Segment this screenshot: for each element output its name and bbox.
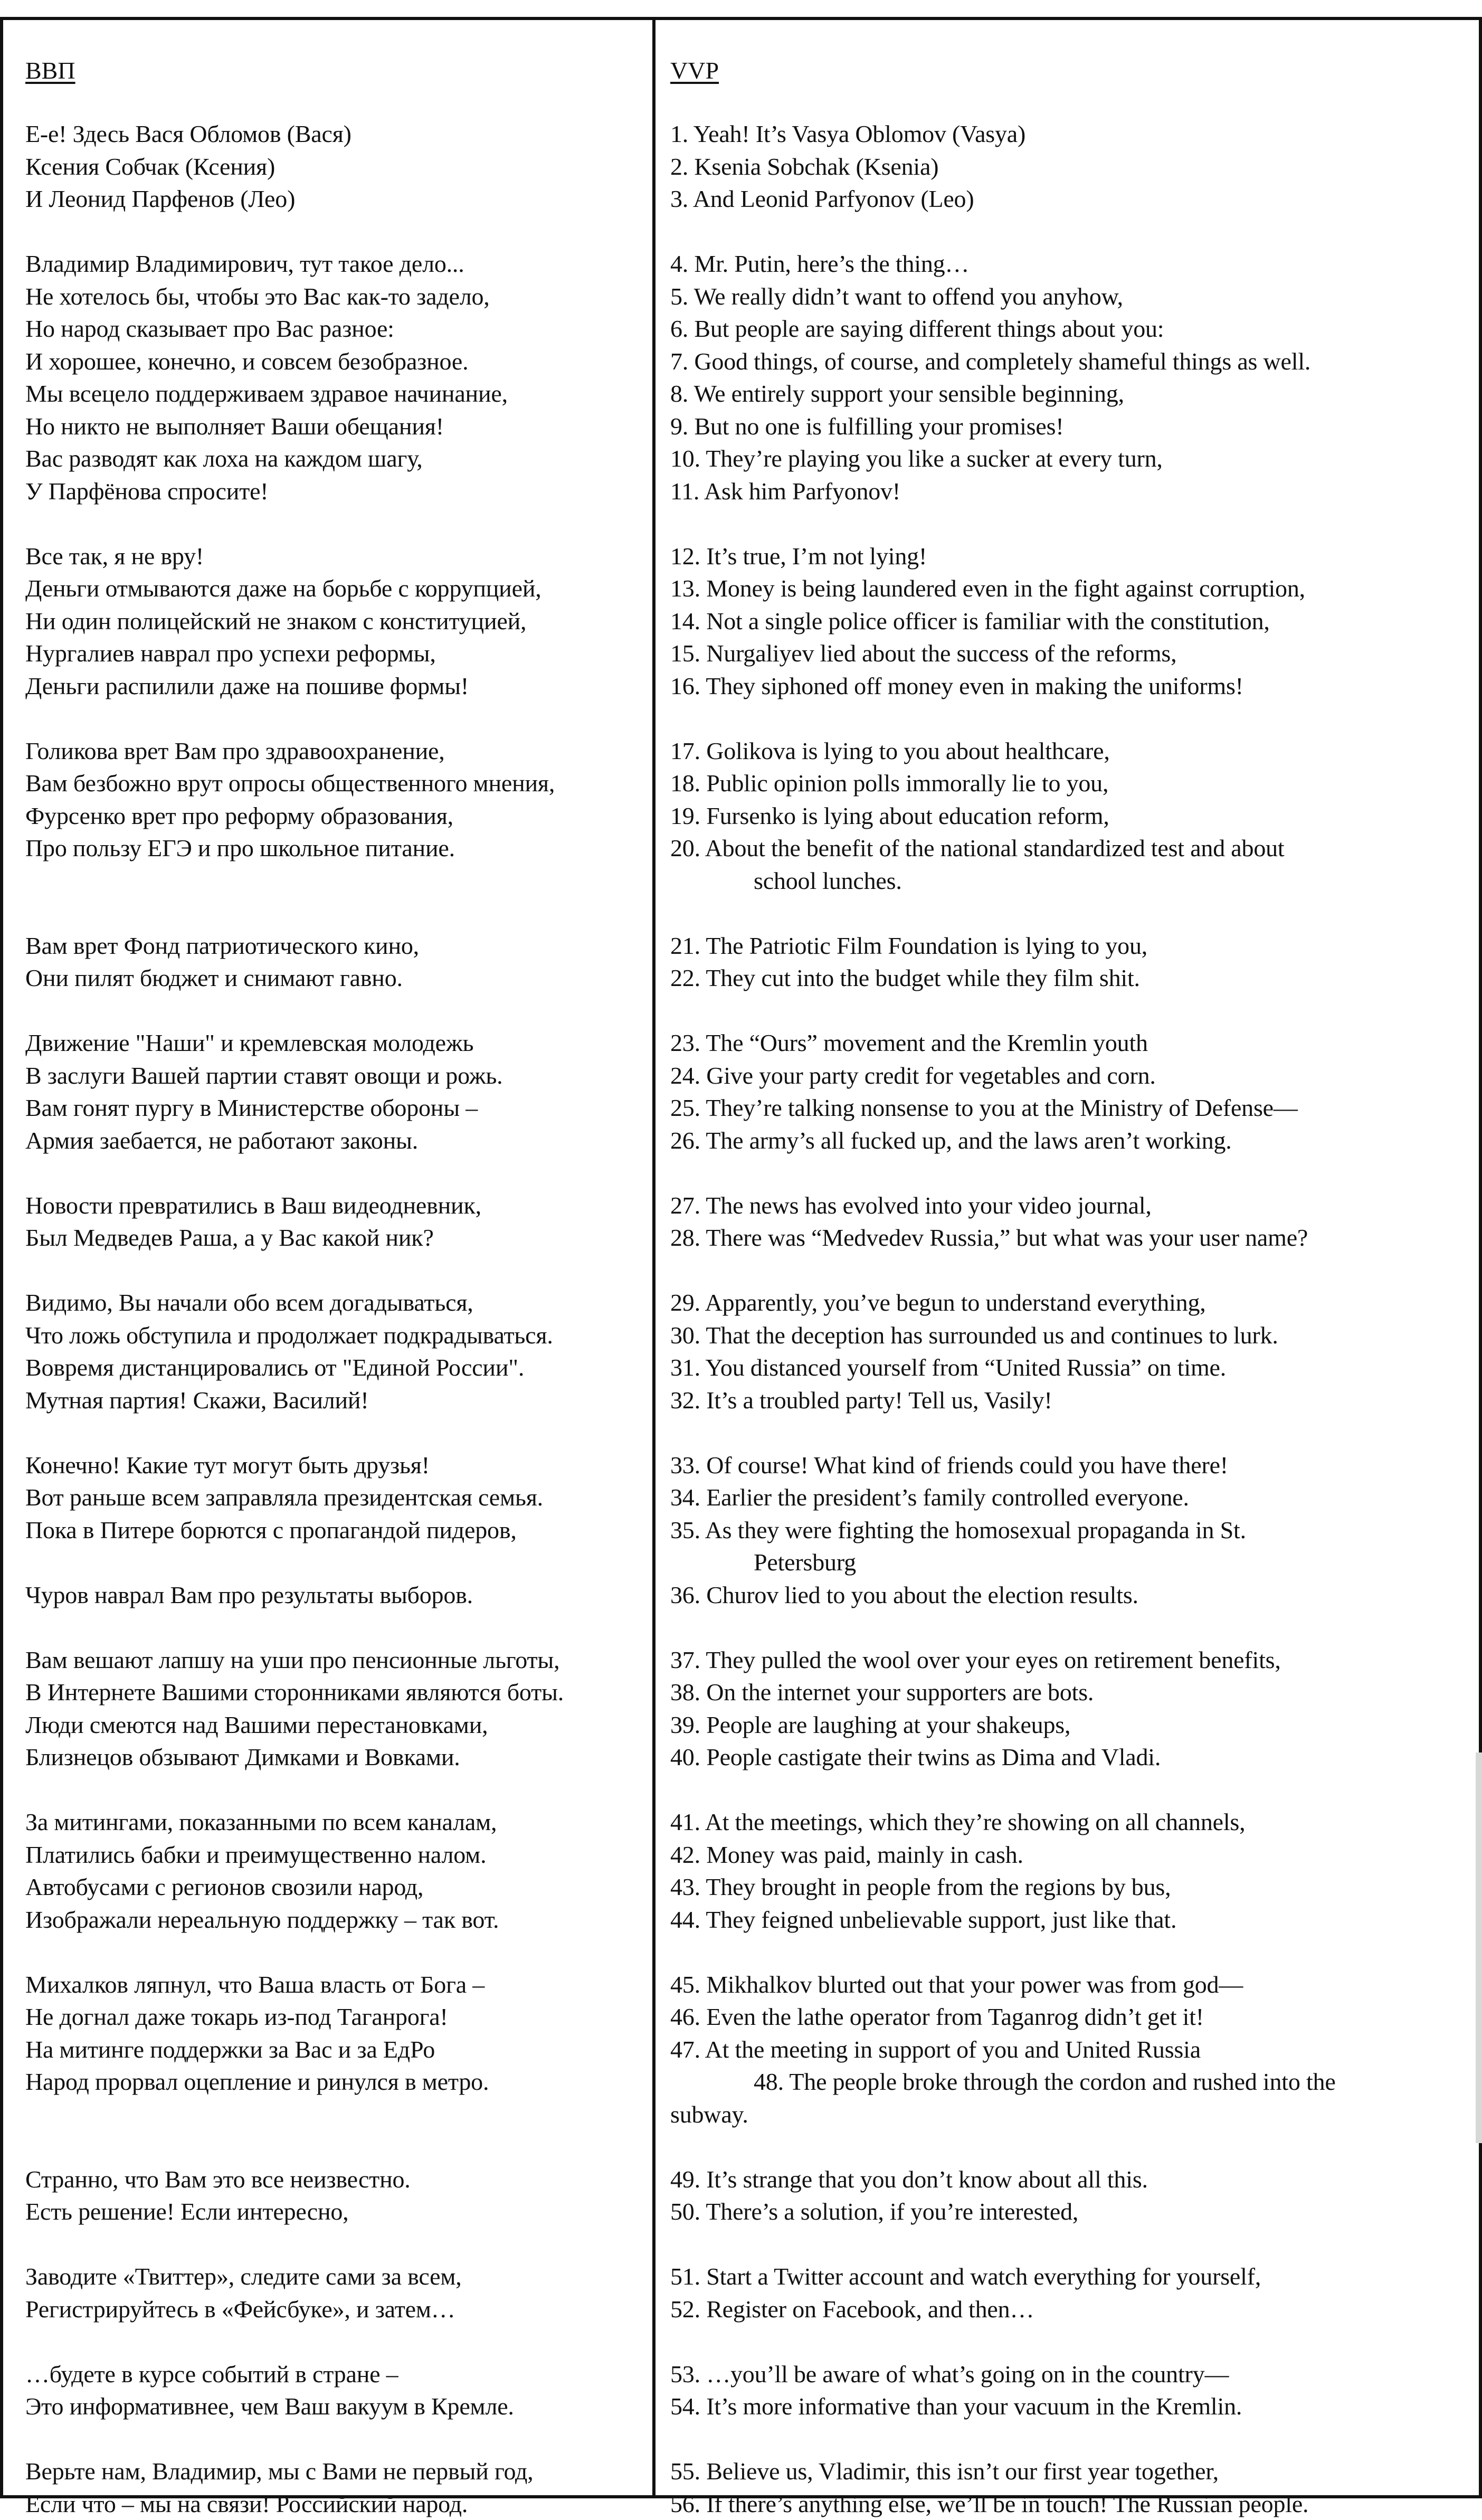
english-line: 2. Ksenia Sobchak (Ksenia) [670, 153, 939, 180]
english-line: 31. You distanced yourself from “United Russia” on time. [670, 1354, 1227, 1381]
russian-line: Про пользу ЕГЭ и про школьное питание. [25, 835, 455, 861]
russian-line: Изображали нереальную поддержку – так вот. [25, 1906, 499, 1933]
russian-line: Ксения Собчак (Ксения) [25, 153, 276, 180]
russian-line: …будете в курсе событий в стране – [25, 2360, 398, 2388]
russian-line: У Парфёнова спросите! [25, 477, 269, 505]
english-line: 42. Money was paid, mainly in cash. [670, 1841, 1023, 1868]
russian-line: На митинге поддержки за Вас и за ЕдРо [25, 2035, 435, 2063]
russian-line: И Леонид Парфенов (Лео) [25, 185, 296, 212]
english-line: 35. As they were fighting the homosexual propaganda in St. [670, 1516, 1246, 1543]
english-line: 34. Earlier the president’s family controlled everyone. [670, 1484, 1189, 1511]
column-divider [652, 17, 656, 2498]
russian-line: Люди смеются над Вашими перестановками, [25, 1711, 488, 1738]
russian-line: Не хотелось бы, чтобы это Вас как-то задело, [25, 282, 490, 310]
english-line: 21. The Patriotic Film Foundation is lying to you, [670, 932, 1148, 959]
english-line: 17. Golikova is lying to you about healthcare, [670, 737, 1110, 764]
russian-line: Фурсенко врет про реформу образования, [25, 802, 453, 829]
russian-line: Был Медведев Раша, а у Вас какой ник? [25, 1224, 434, 1251]
english-line: 18. Public opinion polls immorally lie to you, [670, 770, 1109, 797]
russian-line: Михалков ляпнул, что Ваша власть от Бога – [25, 1970, 485, 1998]
russian-line: Заводите «Твиттер», следите сами за всем, [25, 2263, 462, 2290]
russian-line: Они пилят бюджет и снимают гавно. [25, 964, 403, 991]
english-line: 10. They’re playing you like a sucker at every turn, [670, 445, 1163, 472]
table-border-left [0, 17, 3, 2498]
english-line: 46. Even the lathe operator from Taganrog didn’t get it! [670, 2003, 1204, 2030]
english-line: 49. It’s strange that you don’t know about all this. [670, 2165, 1148, 2193]
english-line: 15. Nurgaliyev lied about the success of the reforms, [670, 640, 1177, 667]
english-line: Petersburg [754, 1549, 856, 1576]
russian-line: Пока в Питере борются с пропагандой пидеров, [25, 1516, 517, 1543]
english-line: 14. Not a single police officer is familiar with the constitution, [670, 607, 1270, 634]
russian-line: Вовремя дистанцировались от "Единой России". [25, 1354, 525, 1381]
russian-line: Чуров наврал Вам про результаты выборов. [25, 1581, 473, 1608]
russian-line: Видимо, Вы начали обо всем догадываться, [25, 1289, 473, 1316]
russian-line: Е-е! Здесь Вася Обломов (Вася) [25, 120, 352, 147]
english-line: 55. Believe us, Vladimir, this isn’t our first year together, [670, 2458, 1219, 2485]
english-line: 24. Give your party credit for vegetables and corn. [670, 1062, 1156, 1089]
russian-line: Нургалиев наврал про успехи реформы, [25, 640, 436, 667]
english-line: 50. There’s a solution, if you’re interested, [670, 2198, 1079, 2225]
english-line: 1. Yeah! It’s Vasya Oblomov (Vasya) [670, 120, 1026, 147]
russian-line: Но народ сказывает про Вас разное: [25, 315, 394, 342]
english-line: 32. It’s a troubled party! Tell us, Vasily! [670, 1386, 1052, 1414]
russian-line: Деньги отмываются даже на борьбе с коррупцией, [25, 575, 542, 602]
english-line: 22. They cut into the budget while they film shit. [670, 964, 1140, 991]
english-line: 45. Mikhalkov blurted out that your power was from god— [670, 1970, 1243, 1998]
english-line: 53. …you’ll be aware of what’s going on in the country— [670, 2360, 1229, 2388]
russian-line: Если что – мы на связи! Российский народ. [25, 2490, 468, 2517]
russian-line: Вас разводят как лоха на каждом шагу, [25, 445, 423, 472]
russian-line: Деньги распилили даже на пошиве формы! [25, 672, 469, 699]
english-line: 27. The news has evolved into your video journal, [670, 1191, 1152, 1219]
russian-line: Новости превратились в Ваш видеодневник, [25, 1191, 481, 1219]
english-line: 29. Apparently, you’ve begun to understand everything, [670, 1289, 1206, 1316]
english-line: 40. People castigate their twins as Dima and Vladi. [670, 1744, 1161, 1770]
english-line: 20. About the benefit of the national standardized test and about [670, 835, 1285, 861]
english-line: 36. Churov lied to you about the election results. [670, 1581, 1138, 1608]
english-line: 37. They pulled the wool over your eyes on retirement benefits, [670, 1646, 1281, 1673]
english-line: 48. The people broke through the cordon and rushed into the [754, 2068, 1336, 2095]
english-line: 6. But people are saying different things about you: [670, 315, 1164, 342]
english-line: 12. It’s true, I’m not lying! [670, 542, 927, 570]
english-line: 47. At the meeting in support of you and United Russia [670, 2035, 1201, 2063]
english-line: 23. The “Ours” movement and the Kremlin youth [670, 1029, 1148, 1056]
russian-line: Вам гонят пургу в Министерстве обороны – [25, 1094, 478, 1121]
english-line: 52. Register on Facebook, and then… [670, 2295, 1034, 2323]
page-edge-shadow [1476, 1752, 1482, 2143]
russian-line: Регистрируйтесь в «Фейсбуке», и затем… [25, 2295, 455, 2323]
russian-line: Близнецов обзывают Димками и Вовками. [25, 1744, 460, 1770]
russian-line: Голикова врет Вам про здравоохранение, [25, 737, 445, 764]
english-line: 9. But no one is fulfilling your promises! [670, 412, 1064, 440]
russian-line: За митингами, показанными по всем каналам, [25, 1808, 497, 1835]
russian-line: И хорошее, конечно, и совсем безобразное. [25, 347, 469, 375]
english-line: 30. That the deception has surrounded us and continues to lurk. [670, 1321, 1278, 1349]
english-line: 7. Good things, of course, and completely shameful things as well. [670, 347, 1311, 375]
english-line: subway. [670, 2100, 748, 2128]
russian-line: Народ прорвал оцепление и ринулся в метро. [25, 2068, 489, 2095]
english-line: 19. Fursenko is lying about education reform, [670, 802, 1109, 829]
russian-line: Конечно! Какие тут могут быть друзья! [25, 1451, 430, 1479]
russian-line: Что ложь обступила и продолжает подкрадываться. [25, 1321, 553, 1349]
russian-line: Все так, я не вру! [25, 542, 204, 570]
english-line: 25. They’re talking nonsense to you at the Ministry of Defense— [670, 1094, 1298, 1121]
russian-column-header: ВВП [25, 57, 75, 84]
russian-line: Но никто не выполняет Ваши обещания! [25, 412, 444, 440]
russian-line: Есть решение! Если интересно, [25, 2198, 349, 2225]
english-line: 3. And Leonid Parfyonov (Leo) [670, 185, 974, 212]
russian-line: Вот раньше всем заправляла президентская семья. [25, 1484, 543, 1511]
russian-line: Вам безбожно врут опросы общественного мнения, [25, 770, 555, 797]
english-line: 51. Start a Twitter account and watch everything for yourself, [670, 2263, 1261, 2290]
english-line: 33. Of course! What kind of friends could you have there! [670, 1451, 1228, 1479]
english-column-header: VVP [670, 57, 719, 84]
russian-line: Странно, что Вам это все неизвестно. [25, 2165, 411, 2193]
russian-line: В Интернете Вашими сторонниками являются боты. [25, 1679, 564, 1706]
english-line: 4. Mr. Putin, here’s the thing… [670, 250, 970, 277]
russian-line: Мутная партия! Скажи, Василий! [25, 1386, 369, 1414]
russian-line: Движение "Наши" и кремлевская молодежь [25, 1029, 474, 1056]
english-line: 11. Ask him Parfyonov! [670, 477, 900, 505]
english-line: 28. There was “Medvedev Russia,” but what was your user name? [670, 1224, 1308, 1251]
russian-line: Мы всецело поддерживаем здравое начинание, [25, 380, 508, 407]
english-line: 44. They feigned unbelievable support, just like that. [670, 1906, 1177, 1933]
russian-line: Не догнал даже токарь из-под Таганрога! [25, 2003, 448, 2030]
english-line: 39. People are laughing at your shakeups, [670, 1711, 1071, 1738]
table-border-top [0, 17, 1482, 20]
english-line: 43. They brought in people from the regions by bus, [670, 1873, 1171, 1900]
russian-line: Вам вешают лапшу на уши про пенсионные льготы, [25, 1646, 560, 1673]
english-line: 8. We entirely support your sensible beginning, [670, 380, 1124, 407]
russian-line: В заслуги Вашей партии ставят овощи и рожь. [25, 1062, 503, 1089]
english-line: 13. Money is being laundered even in the fight against corruption, [670, 575, 1305, 602]
russian-line: Армия заебается, не работают законы. [25, 1126, 419, 1154]
english-line: 26. The army’s all fucked up, and the laws aren’t working. [670, 1126, 1232, 1154]
russian-line: Платились бабки и преимущественно налом. [25, 1841, 487, 1868]
english-line: 54. It’s more informative than your vacuum in the Kremlin. [670, 2393, 1242, 2420]
english-line: 56. If there’s anything else, we’ll be in touch! The Russian people. [670, 2490, 1309, 2517]
russian-line: Ни один полицейский не знаком с конституцией, [25, 607, 527, 634]
english-line: school lunches. [754, 867, 902, 894]
russian-line: Верьте нам, Владимир, мы с Вами не первый год, [25, 2458, 534, 2485]
russian-line: Это информативнее, чем Ваш вакуум в Кремле. [25, 2393, 514, 2420]
russian-line: Владимир Владимирович, тут такое дело... [25, 250, 464, 277]
english-line: 5. We really didn’t want to offend you anyhow, [670, 282, 1123, 310]
english-line: 41. At the meetings, which they’re showing on all channels, [670, 1808, 1246, 1835]
english-line: 16. They siphoned off money even in making the uniforms! [670, 672, 1243, 699]
english-line: 38. On the internet your supporters are bots. [670, 1679, 1094, 1706]
russian-line: Автобусами с регионов свозили народ, [25, 1873, 424, 1900]
russian-line: Вам врет Фонд патриотического кино, [25, 932, 419, 959]
